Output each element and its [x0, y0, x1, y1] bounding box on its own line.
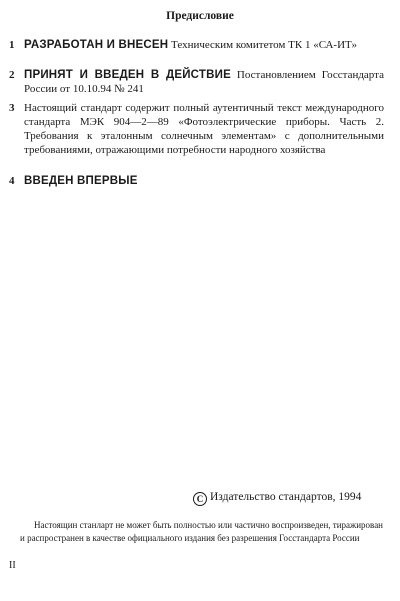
preface-item-1: [9, 38, 384, 52]
page-title: Предисловие: [166, 10, 234, 22]
reproduction-notice: Настоящин станларт не может быть полностью или частично воспроизведен, тиражирован и распространен в качестве официального издания без разрешения Госстандарта России: [20, 520, 383, 543]
item-lead: РАЗРАБОТАН И ВНЕСЕН: [24, 39, 169, 51]
item-number: 1: [9, 39, 15, 51]
page-number: II: [9, 560, 16, 571]
item-lead: ВВЕДЕН ВПЕРВЫЕ: [24, 175, 138, 187]
copyright-line: [193, 491, 361, 506]
item-body: [24, 101, 384, 157]
item-number: 4: [9, 175, 15, 187]
item-text: Настоящий стандарт содержит полный аутентичный текст международного стандарта МЭК 904—2—89 «Фотоэлектрические приборы. Часть 2. Требования к эталонным солнечным элементам» с дополнительными требованиями, отражающими потребности народного хозяйства: [24, 102, 384, 156]
preface-item-4: [9, 174, 384, 188]
preface-item-3: [9, 101, 384, 157]
item-text: Постановлением Госстандарта России от 10.10.94 № 241: [24, 69, 384, 95]
item-lead: ПРИНЯТ И ВВЕДЕН В ДЕЙСТВИЕ: [24, 69, 231, 81]
item-number: 3: [9, 102, 15, 114]
item-body: [24, 68, 384, 96]
item-body: [24, 174, 384, 188]
copyright-icon: С: [193, 492, 207, 506]
item-number: 2: [9, 69, 15, 81]
item-text: Техническим комитетом ТК 1 «СА-ИТ»: [168, 39, 357, 51]
preface-item-2: [9, 68, 384, 96]
item-body: [24, 38, 384, 52]
copyright-text: Издательство стандартов, 1994: [210, 491, 362, 503]
